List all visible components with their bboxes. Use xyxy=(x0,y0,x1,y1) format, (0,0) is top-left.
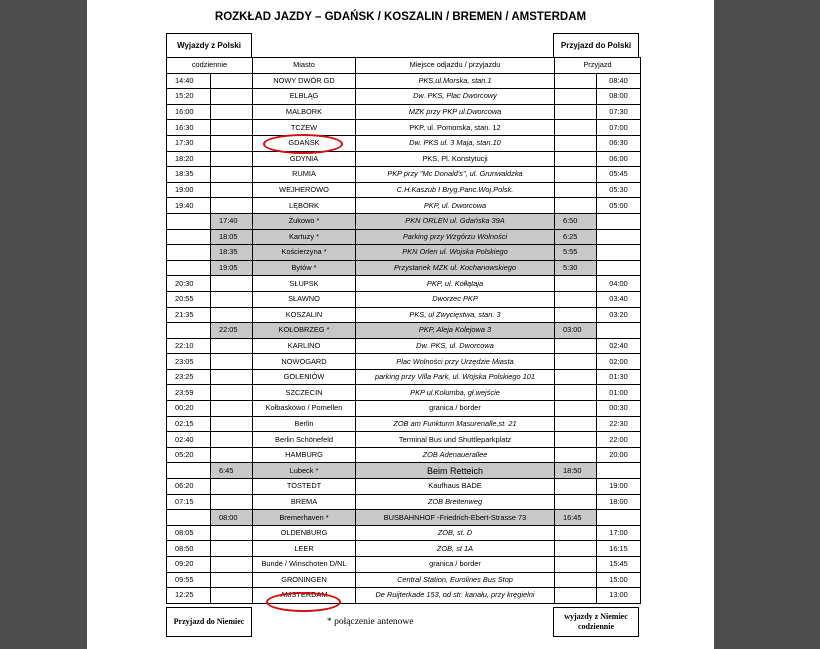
place-cell: Beim Retteich xyxy=(356,463,555,479)
city-cell: NOWOGARD xyxy=(253,354,356,370)
blank-cell xyxy=(555,557,597,573)
table-row xyxy=(167,276,641,292)
place-cell: PKP, ul. Dworcowa xyxy=(356,198,555,214)
departure-time-cell: 16:00 xyxy=(167,104,211,120)
arrival-time-cell: 05:30 xyxy=(597,182,641,198)
departure-time-cell: 18:35 xyxy=(167,167,211,183)
city-cell: RUMIA xyxy=(253,167,356,183)
table-row xyxy=(167,104,641,120)
table-row xyxy=(167,541,641,557)
place-cell: granica / border xyxy=(356,557,555,573)
place-cell: PKS, ul Zwycięstwa, stan. 3 xyxy=(356,307,555,323)
departure-time-cell: 14:40 xyxy=(167,73,211,89)
departure-time-cell: 23:25 xyxy=(167,369,211,385)
table-row xyxy=(167,494,641,510)
arrival-time-cell: 03:00 xyxy=(555,323,597,339)
place-cell: PKP ul.Kolumba, gł.wejście xyxy=(356,385,555,401)
blank-cell xyxy=(211,447,253,463)
city-cell: SZCZECIN xyxy=(253,385,356,401)
blank-cell xyxy=(555,479,597,495)
city-cell: SŁAWNO xyxy=(253,291,356,307)
blank-cell xyxy=(211,182,253,198)
blank-cell xyxy=(167,260,211,276)
departure-time-cell: 09:20 xyxy=(167,557,211,573)
departure-time-cell: 19:40 xyxy=(167,198,211,214)
highlight-gdansk-circle xyxy=(263,134,343,154)
city-cell: Kościerzyna * xyxy=(253,245,356,261)
place-cell: PKS, Pl. Konstytucji xyxy=(356,151,555,167)
table-row xyxy=(167,120,641,136)
arrival-time-cell: 22:30 xyxy=(597,416,641,432)
table-row xyxy=(167,447,641,463)
arrival-time-cell: 00:30 xyxy=(597,401,641,417)
blank-cell xyxy=(211,479,253,495)
table-row xyxy=(167,416,641,432)
blank-cell xyxy=(555,494,597,510)
place-cell: MZK przy PKP ul.Dworcowa xyxy=(356,104,555,120)
arrival-time-cell: 06:30 xyxy=(597,135,641,151)
blank-cell xyxy=(555,416,597,432)
departure-time-cell: 08:00 xyxy=(211,510,253,526)
arrival-time-cell: 19:00 xyxy=(597,479,641,495)
place-cell: C.H.Kaszub I Bryg.Panc.Woj.Polsk. xyxy=(356,182,555,198)
table-row xyxy=(167,73,641,89)
footer-departure-germany: wyjazdy z Niemiec codziennie xyxy=(553,607,639,637)
blank-cell xyxy=(555,291,597,307)
place-cell: parking przy Villa Park, ul. Wojska Polskiego 101 xyxy=(356,369,555,385)
city-cell: Żukowo * xyxy=(253,213,356,229)
city-cell: ELBLĄG xyxy=(253,89,356,105)
blank-cell xyxy=(555,89,597,105)
place-cell: PKP, ul. Pomorska, stan. 12 xyxy=(356,120,555,136)
timetable xyxy=(166,57,641,604)
place-cell: granica / border xyxy=(356,401,555,417)
table-row xyxy=(167,291,641,307)
departure-time-cell: 22:10 xyxy=(167,338,211,354)
table-row xyxy=(167,213,641,229)
arrival-time-cell: 07:30 xyxy=(597,104,641,120)
city-cell: Kartuzy * xyxy=(253,229,356,245)
blank-cell xyxy=(555,338,597,354)
document-page xyxy=(87,0,714,649)
departure-time-cell: 08:50 xyxy=(167,541,211,557)
table-row xyxy=(167,182,641,198)
table-row xyxy=(167,385,641,401)
city-cell: KOSZALIN xyxy=(253,307,356,323)
city-cell: GDYNIA xyxy=(253,151,356,167)
page-title: ROZKŁAD JAZDY – GDAŃSK / KOSZALIN / BREMEN / AMSTERDAM xyxy=(214,11,587,23)
arrival-time-cell: 04:00 xyxy=(597,276,641,292)
departure-time-cell: 16:30 xyxy=(167,120,211,136)
blank-cell xyxy=(167,245,211,261)
subheader-place: Miejsce odjazdu / przyjazdu xyxy=(356,58,555,74)
place-cell: Parking przy Wzgórzu Wolności xyxy=(356,229,555,245)
departure-time-cell: 12:25 xyxy=(167,588,211,604)
blank-cell xyxy=(597,260,641,276)
blank-cell xyxy=(555,73,597,89)
departure-time-cell: 09:55 xyxy=(167,572,211,588)
place-cell: Dw. PKS ul. 3 Maja, stan.10 xyxy=(356,135,555,151)
arrival-time-cell: 02:40 xyxy=(597,338,641,354)
blank-cell xyxy=(211,104,253,120)
city-cell: AMSTERDAM xyxy=(253,588,356,604)
arrival-time-cell: 03:40 xyxy=(597,291,641,307)
table-row xyxy=(167,260,641,276)
blank-cell xyxy=(167,463,211,479)
table-row xyxy=(167,229,641,245)
header-departures: Wyjazdy z Polski xyxy=(166,33,252,58)
city-cell: Kołbaskowo / Pomellen xyxy=(253,401,356,417)
table-row xyxy=(167,463,641,479)
city-cell: TCZEW xyxy=(253,120,356,136)
departure-time-cell: 22:05 xyxy=(211,323,253,339)
footer-note: * połączenie antenowe xyxy=(327,617,414,627)
arrival-time-cell: 17:00 xyxy=(597,525,641,541)
city-cell: Bunde / Winschoten D/NL xyxy=(253,557,356,573)
city-cell: GRONINGEN xyxy=(253,572,356,588)
city-cell: MALBORK xyxy=(253,104,356,120)
arrival-time-cell: 5:30 xyxy=(555,260,597,276)
blank-cell xyxy=(555,588,597,604)
departure-time-cell: 07:15 xyxy=(167,494,211,510)
blank-cell xyxy=(211,198,253,214)
arrival-time-cell: 6:25 xyxy=(555,229,597,245)
blank-cell xyxy=(555,104,597,120)
city-cell: WEJHEROWO xyxy=(253,182,356,198)
place-cell: Central Station, Eurolines Bus Stop xyxy=(356,572,555,588)
place-cell: ZOB Adenauerallee xyxy=(356,447,555,463)
arrival-time-cell: 22:00 xyxy=(597,432,641,448)
table-row xyxy=(167,245,641,261)
city-cell: NOWY DWÓR GD xyxy=(253,73,356,89)
blank-cell xyxy=(555,135,597,151)
table-row xyxy=(167,479,641,495)
city-cell: Bremerhaven * xyxy=(253,510,356,526)
arrival-time-cell: 5:55 xyxy=(555,245,597,261)
departure-time-cell: 06:20 xyxy=(167,479,211,495)
place-cell: ZOB, st 1A xyxy=(356,541,555,557)
arrival-time-cell: 07:00 xyxy=(597,120,641,136)
blank-cell xyxy=(555,276,597,292)
header-arrivals: Przyjazd do Polski xyxy=(553,33,639,58)
blank-cell xyxy=(211,89,253,105)
city-cell: OLDENBURG xyxy=(253,525,356,541)
blank-cell xyxy=(211,151,253,167)
city-cell: GDAŃSK xyxy=(253,135,356,151)
place-cell: Terminal Bus und Shuttleparkplatz xyxy=(356,432,555,448)
blank-cell xyxy=(597,323,641,339)
blank-cell xyxy=(555,572,597,588)
blank-cell xyxy=(211,557,253,573)
place-cell: Dw. PKS, ul. Dworcowa xyxy=(356,338,555,354)
blank-cell xyxy=(211,120,253,136)
blank-cell xyxy=(211,541,253,557)
departure-time-cell: 19:00 xyxy=(167,182,211,198)
place-cell: Dw. PKS, Plac Dworcowy xyxy=(356,89,555,105)
place-cell: ZOB am Funkturm Masurenalle,st. 21 xyxy=(356,416,555,432)
departure-time-cell: 21:35 xyxy=(167,307,211,323)
arrival-time-cell: 16:45 xyxy=(555,510,597,526)
table-row xyxy=(167,401,641,417)
arrival-time-cell: 13:00 xyxy=(597,588,641,604)
city-cell: LĘBORK xyxy=(253,198,356,214)
city-cell: KARLINO xyxy=(253,338,356,354)
city-cell: LEER xyxy=(253,541,356,557)
city-cell: TOSTEDT xyxy=(253,479,356,495)
departure-time-cell: 02:40 xyxy=(167,432,211,448)
table-row xyxy=(167,510,641,526)
place-cell: PKS,ul.Morska, stan.1 xyxy=(356,73,555,89)
departure-time-cell: 00:20 xyxy=(167,401,211,417)
arrival-time-cell: 08:00 xyxy=(597,89,641,105)
blank-cell xyxy=(211,525,253,541)
blank-cell xyxy=(555,432,597,448)
blank-cell xyxy=(211,572,253,588)
table-row xyxy=(167,151,641,167)
table-row xyxy=(167,525,641,541)
place-cell: ZOB, st. D xyxy=(356,525,555,541)
departure-time-cell: 18:05 xyxy=(211,229,253,245)
departure-time-cell: 02:15 xyxy=(167,416,211,432)
departure-time-cell: 17:30 xyxy=(167,135,211,151)
table-row xyxy=(167,572,641,588)
departure-time-cell: 18:20 xyxy=(167,151,211,167)
arrival-time-cell: 15:00 xyxy=(597,572,641,588)
place-cell: Plac Wolności przy Urzędzie Miasta xyxy=(356,354,555,370)
blank-cell xyxy=(167,323,211,339)
blank-cell xyxy=(555,525,597,541)
arrival-time-cell: 08:40 xyxy=(597,73,641,89)
blank-cell xyxy=(211,338,253,354)
blank-cell xyxy=(211,385,253,401)
departure-time-cell: 20:55 xyxy=(167,291,211,307)
table-row xyxy=(167,369,641,385)
place-cell: BUSBAHNHOF -Friedrich-Ebert-Strasse 73 xyxy=(356,510,555,526)
blank-cell xyxy=(555,182,597,198)
blank-cell xyxy=(597,213,641,229)
blank-cell xyxy=(555,541,597,557)
arrival-time-cell: 01:30 xyxy=(597,369,641,385)
place-cell: ZOB Breitenweg xyxy=(356,494,555,510)
table-row xyxy=(167,432,641,448)
place-cell: PKP przy "Mc Donald's", ul. Grunwaldzka xyxy=(356,167,555,183)
blank-cell xyxy=(167,229,211,245)
departure-time-cell: 08:05 xyxy=(167,525,211,541)
table-row xyxy=(167,323,641,339)
blank-cell xyxy=(555,120,597,136)
table-row xyxy=(167,588,641,604)
city-cell: Berlin xyxy=(253,416,356,432)
table-row xyxy=(167,307,641,323)
city-cell: HAMBURG xyxy=(253,447,356,463)
blank-cell xyxy=(555,385,597,401)
place-cell: De Ruijterkade 153, od str. kanału, przy kręgielni xyxy=(356,588,555,604)
arrival-time-cell: 18:00 xyxy=(597,494,641,510)
table-row xyxy=(167,89,641,105)
footer-arrival-germany: Przyjazd do Niemiec xyxy=(166,607,252,637)
place-cell: PKP, Aleja Kolejowa 3 xyxy=(356,323,555,339)
place-cell: PKP, ul. Kołłątaja xyxy=(356,276,555,292)
table-row xyxy=(167,135,641,151)
arrival-time-cell: 05:45 xyxy=(597,167,641,183)
table-row xyxy=(167,338,641,354)
blank-cell xyxy=(211,401,253,417)
departure-time-cell: 17:40 xyxy=(211,213,253,229)
blank-cell xyxy=(211,276,253,292)
blank-cell xyxy=(555,401,597,417)
blank-cell xyxy=(211,416,253,432)
city-cell: KOŁOBRZEG * xyxy=(253,323,356,339)
blank-cell xyxy=(555,307,597,323)
city-cell: SŁUPSK xyxy=(253,276,356,292)
arrival-time-cell: 18:50 xyxy=(555,463,597,479)
arrival-time-cell: 15:45 xyxy=(597,557,641,573)
departure-time-cell: 18:35 xyxy=(211,245,253,261)
arrival-time-cell: 06:00 xyxy=(597,151,641,167)
blank-cell xyxy=(211,73,253,89)
blank-cell xyxy=(555,198,597,214)
blank-cell xyxy=(597,229,641,245)
place-cell: Kaufhaus BADE xyxy=(356,479,555,495)
arrival-time-cell: 03:20 xyxy=(597,307,641,323)
table-row xyxy=(167,354,641,370)
place-cell: Przystanek MZK ul. Kochanowskiego xyxy=(356,260,555,276)
blank-cell xyxy=(597,510,641,526)
blank-cell xyxy=(597,463,641,479)
departure-time-cell: 23:59 xyxy=(167,385,211,401)
city-cell: Bytów * xyxy=(253,260,356,276)
blank-cell xyxy=(597,245,641,261)
arrival-time-cell: 01:00 xyxy=(597,385,641,401)
blank-cell xyxy=(211,354,253,370)
blank-cell xyxy=(167,213,211,229)
arrival-time-cell: 20:00 xyxy=(597,447,641,463)
blank-cell xyxy=(211,291,253,307)
blank-cell xyxy=(167,510,211,526)
table-row xyxy=(167,198,641,214)
subheader-arrival: Przyjazd xyxy=(555,58,641,74)
blank-cell xyxy=(555,447,597,463)
blank-cell xyxy=(211,135,253,151)
blank-cell xyxy=(555,369,597,385)
departure-time-cell: 15:20 xyxy=(167,89,211,105)
arrival-time-cell: 05:00 xyxy=(597,198,641,214)
subheader-city: Miasto xyxy=(253,58,356,74)
departure-time-cell: 6:45 xyxy=(211,463,253,479)
blank-cell xyxy=(211,432,253,448)
blank-cell xyxy=(211,369,253,385)
highlight-amsterdam-circle xyxy=(266,592,341,612)
departure-time-cell: 05:20 xyxy=(167,447,211,463)
city-cell: BREMA xyxy=(253,494,356,510)
blank-cell xyxy=(555,167,597,183)
place-cell: Dworzec PKP xyxy=(356,291,555,307)
blank-cell xyxy=(555,151,597,167)
departure-time-cell: 23:05 xyxy=(167,354,211,370)
arrival-time-cell: 02:00 xyxy=(597,354,641,370)
place-cell: PKN Orlen ul. Wojska Polskiego xyxy=(356,245,555,261)
blank-cell xyxy=(555,354,597,370)
table-row xyxy=(167,557,641,573)
city-cell: Lubeck * xyxy=(253,463,356,479)
departure-time-cell: 20:30 xyxy=(167,276,211,292)
arrival-time-cell: 6:50 xyxy=(555,213,597,229)
place-cell: PKN ORLEN ul. Gdańska 39A xyxy=(356,213,555,229)
table-row xyxy=(167,167,641,183)
blank-cell xyxy=(211,167,253,183)
blank-cell xyxy=(211,307,253,323)
blank-cell xyxy=(211,494,253,510)
table-subheader xyxy=(167,58,641,74)
city-cell: GOLENIÓW xyxy=(253,369,356,385)
city-cell: Berlin Schönefeld xyxy=(253,432,356,448)
arrival-time-cell: 16:15 xyxy=(597,541,641,557)
subheader-daily: codziennie xyxy=(167,58,253,74)
blank-cell xyxy=(211,588,253,604)
departure-time-cell: 19:05 xyxy=(211,260,253,276)
